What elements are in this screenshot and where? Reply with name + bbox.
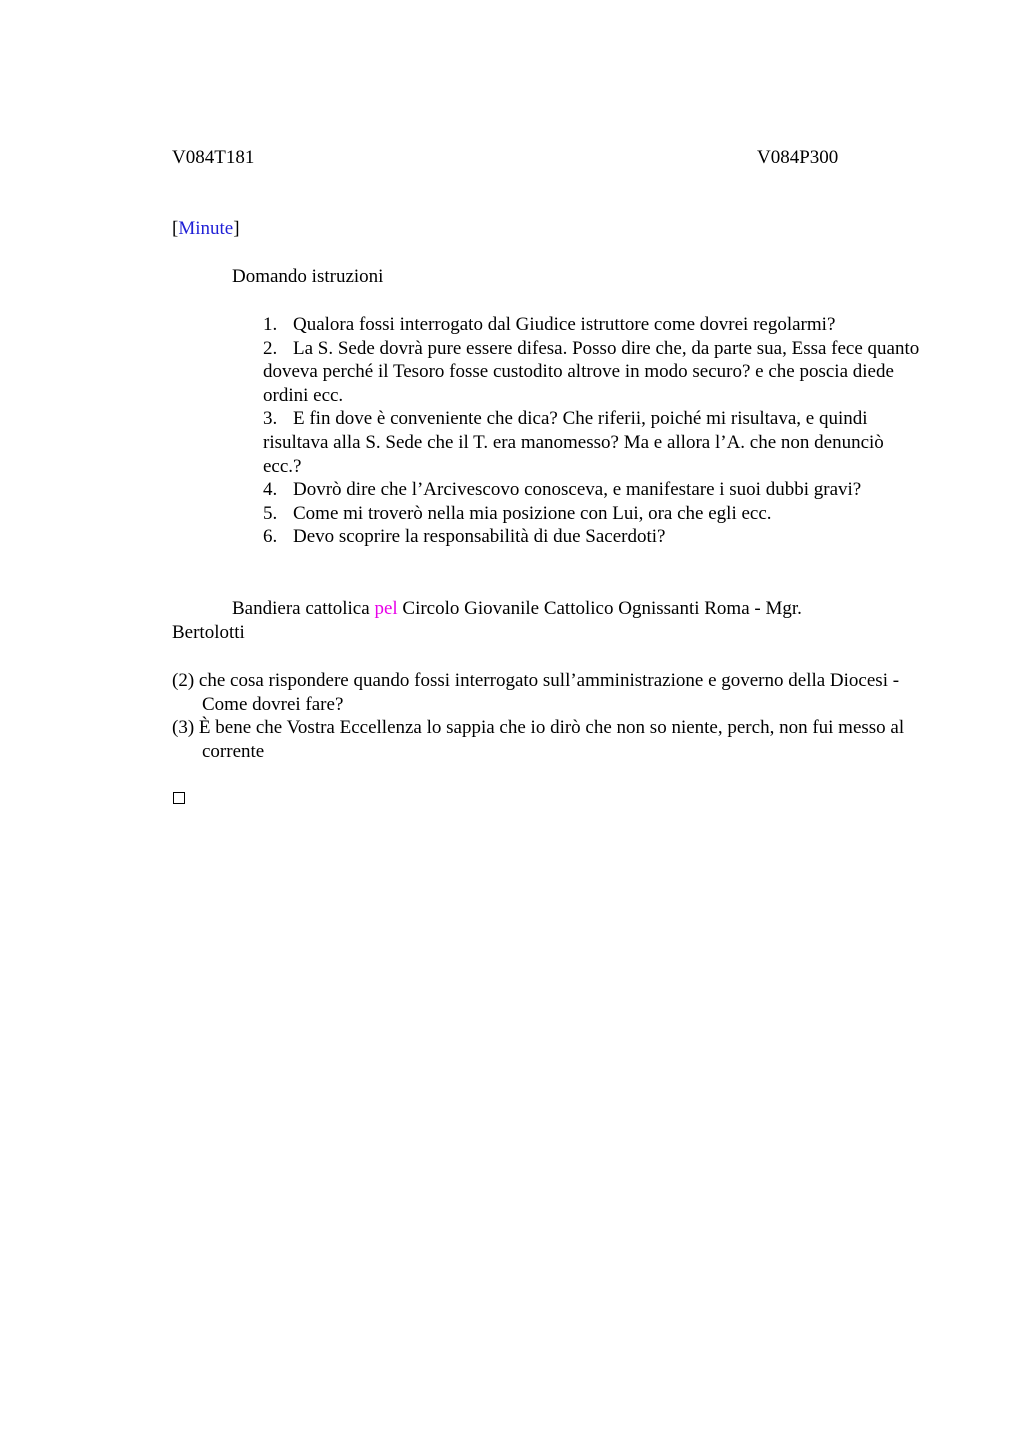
note-item: (2) che cosa rispondere quando fossi interrogato sull’amministrazione e governo della Diocesi - Come dovrei fare?: [172, 670, 900, 715]
list-item-text: Dovrò dire che l’Arcivescovo conosceva, e manifestare i suoi dubbi gravi?: [293, 479, 862, 501]
list-item: [263, 337, 923, 408]
checkbox-square-icon: [173, 792, 185, 804]
header-left-code: V084T181: [172, 147, 255, 168]
list-item-number: 1.: [263, 314, 278, 335]
list-item-text: E fin dove è conveniente che dica? Che riferii, poiché mi risultava, e quindi risultava alla S. Sede che il T. era manomesso? Ma e allora l’A. che non denunciò ecc.?: [263, 408, 884, 477]
list-item: [263, 525, 923, 549]
bandiera-text-before: Bandiera cattolica: [232, 598, 375, 619]
note-item: (3) È bene che Vostra Eccellenza lo sappia che io dirò che non so niente, perch, non fui messo al corrente: [172, 717, 905, 762]
list-item: [263, 407, 923, 478]
list-item-number: 6.: [263, 526, 278, 548]
list-item-number: 3.: [263, 408, 278, 430]
question-list: [263, 313, 923, 549]
notes-section: [172, 669, 912, 763]
list-item-number: 4.: [263, 479, 278, 501]
list-item: [263, 478, 923, 502]
open-bracket: [: [172, 218, 179, 239]
list-item-number: 2.: [263, 337, 278, 359]
list-item-number: 5.: [263, 502, 278, 524]
bandiera-text-after: Circolo Giovanile Cattolico Ognissanti Roma - Mgr. Bertolotti: [172, 598, 802, 643]
list-item: [263, 313, 923, 337]
list-item-text: Come mi troverò nella mia posizione con Lui, ora che egli ecc.: [293, 502, 772, 524]
section-heading: Domando istruzioni: [232, 266, 384, 287]
close-bracket: ]: [233, 218, 240, 239]
header-right-code: V084P300: [757, 147, 839, 168]
list-item-text: Qualora fossi interrogato dal Giudice istruttore come dovrei regolarmi?: [293, 314, 836, 335]
minute-link-text: Minute: [178, 218, 234, 239]
list-item-text: La S. Sede dovrà pure essere difesa. Posso dire che, da parte sua, Essa fece quanto doveva perché il Tesoro fosse custodito altrove in modo securo? e che poscia diede ordini ecc.: [263, 337, 920, 406]
list-item: [263, 502, 923, 526]
bandiera-paragraph: [172, 597, 872, 645]
minute-label: [172, 217, 240, 241]
list-item-text: Devo scoprire la responsabilità di due Sacerdoti?: [293, 526, 666, 548]
bandiera-highlight: pel: [374, 598, 398, 619]
